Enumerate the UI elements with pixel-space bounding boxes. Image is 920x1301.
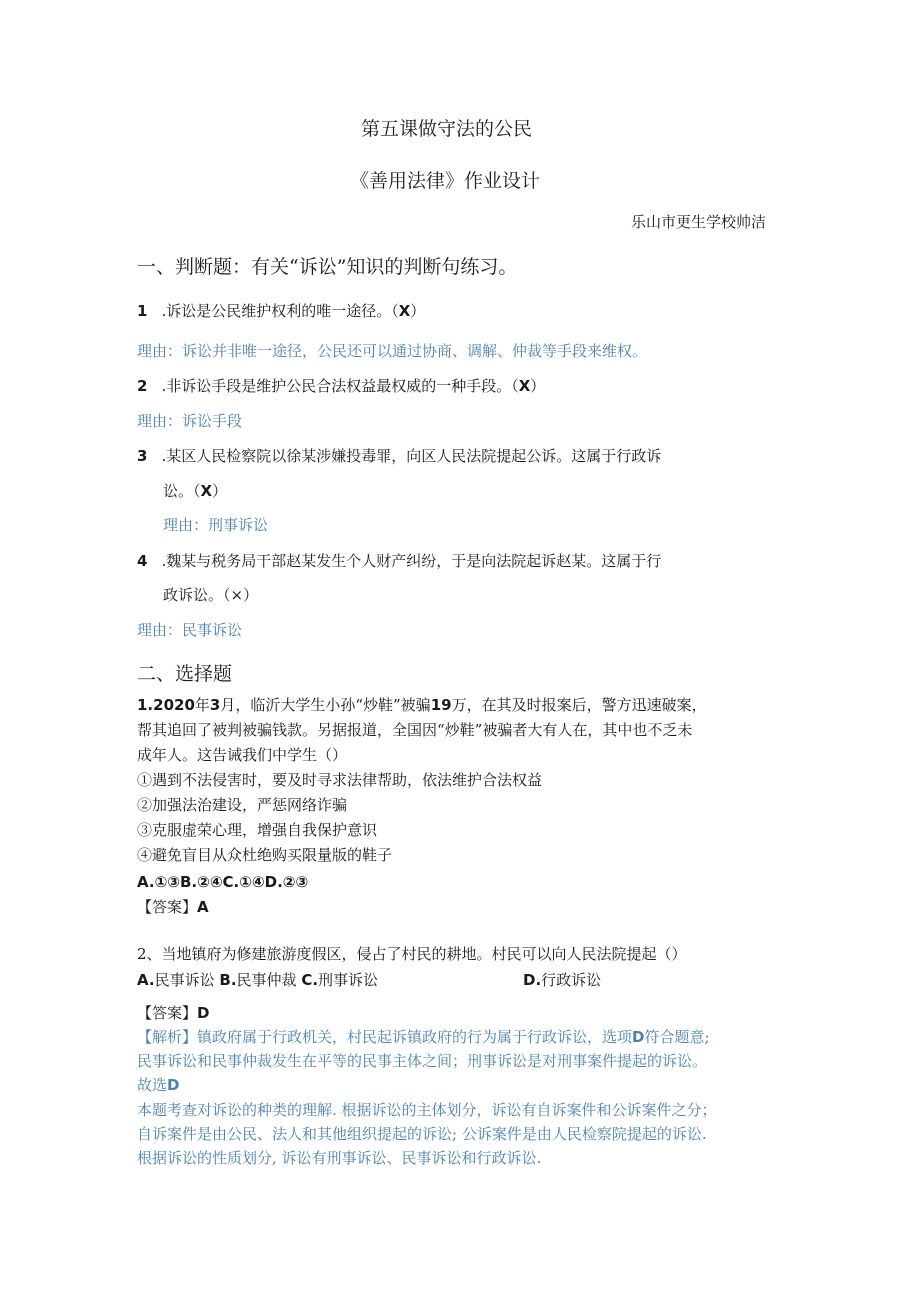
choice-q1-line1: 1.2020年3月，临沂大学生小孙“炒鞋”被骗19万，在其及时报案后，警方迅速破案，	[137, 696, 707, 714]
choice-q1-option-3: ③克服虚荣心理，增强自我保护意识	[137, 821, 378, 839]
choice-q2-analysis-1: 【解析】镇政府属于行政机关，村民起诉镇政府的行为属于行政诉讼，选项D符合题意;	[137, 1028, 710, 1046]
choice-q1-choices: A.①③B.②④C.①④D.②③	[137, 873, 309, 891]
doc-title: 第五课做守法的公民	[361, 118, 533, 140]
choice-q2-choices-abc: A.民事诉讼 B.民事仲裁 C.刑事诉讼	[137, 971, 379, 989]
author: 乐山市更生学校帅洁	[631, 213, 767, 231]
judgment-item-1: 1 .诉讼是公民维护权利的唯一途径。（X）	[137, 302, 426, 320]
choice-q1-option-4: ④避免盲目从众杜绝购买限量版的鞋子	[137, 846, 393, 864]
judgment-reason-2: 理由：诉讼手段	[137, 412, 243, 430]
doc-subtitle: 《善用法律》作业设计	[350, 170, 541, 192]
judgment-item-4-cont: 政诉讼。（×）	[163, 586, 259, 604]
choice-q2-choice-d: D.行政诉讼	[523, 971, 602, 989]
section1-heading: 一、判断题：有关“诉讼”知识的判断句练习。	[137, 256, 518, 278]
choice-q1-line2: 帮其追回了被判被骗钱款。另据报道，全国因“炒鞋”被骗者大有人在，其中也不乏未	[137, 721, 693, 739]
judgment-reason-4: 理由：民事诉讼	[137, 621, 243, 639]
choice-q2-analysis-3: 故选D	[137, 1076, 180, 1094]
judgment-reason-3: 理由：刑事诉讼	[163, 516, 269, 534]
choice-q2-note-3: 根据诉讼的性质划分, 诉讼有刑事诉讼、民事诉讼和行政诉讼.	[137, 1149, 542, 1167]
choice-q1-option-1: ①遇到不法侵害时，要及时寻求法律帮助，依法维护合法权益	[137, 771, 543, 789]
choice-q1-line3: 成年人。这告诫我们中学生（）	[137, 746, 348, 764]
choice-q2-analysis-2: 民事诉讼和民事仲裁发生在平等的民事主体之间；刑事诉讼是对刑事案件提起的诉讼。	[137, 1052, 708, 1070]
choice-q2-note-2: 自诉案件是由公民、法人和其他组织提起的诉讼; 公诉案件是由人民检察院提起的诉讼.	[137, 1125, 707, 1143]
judgment-item-4: 4 .魏某与税务局干部赵某发生个人财产纠纷，于是向法院起诉赵某。这属于行	[137, 552, 662, 570]
choice-q2-stem: 2、当地镇府为修建旅游度假区，侵占了村民的耕地。村民可以向人民法院提起（）	[137, 945, 687, 963]
choice-q1-option-2: ②加强法治建设，严惩网络诈骗	[137, 796, 348, 814]
choice-q1-answer: 【答案】A	[137, 898, 209, 916]
judgment-item-3-cont: 讼。（X）	[163, 482, 228, 500]
choice-q2-note-1: 本题考查对诉讼的种类的理解. 根据诉讼的主体划分，诉讼有自诉案件和公诉案件之分；	[137, 1101, 717, 1119]
choice-q2-answer: 【答案】D	[137, 1004, 210, 1022]
judgment-reason-1: 理由：诉讼并非唯一途径，公民还可以通过协商、调解、仲裁等手段来维权。	[137, 342, 648, 360]
judgment-item-2: 2 .非诉讼手段是维护公民合法权益最权威的一种手段。（X）	[137, 377, 546, 395]
section2-heading: 二、选择题	[137, 663, 233, 685]
judgment-item-3: 3 .某区人民检察院以徐某涉嫌投毒罪，向区人民法院提起公诉。这属于行政诉	[137, 447, 662, 465]
